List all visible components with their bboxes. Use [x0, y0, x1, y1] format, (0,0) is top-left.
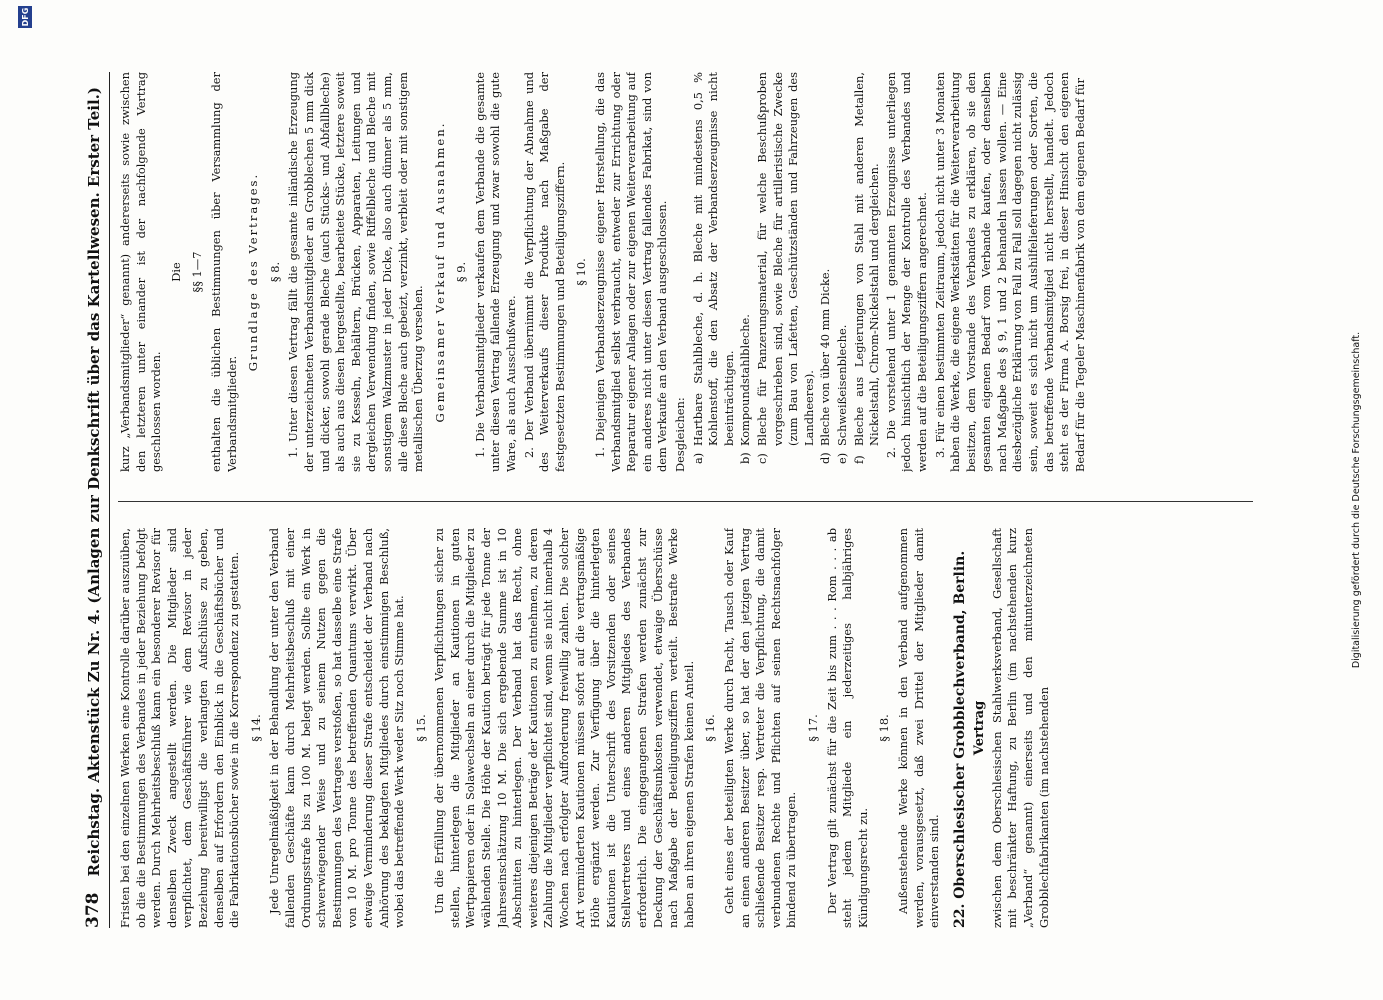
right-intro: kurz „Verbandsmitglieder“ genannt) andererseits sowie zwischen den letzteren unter einander ist der nachfolgende Vertrag geschlossen worden.	[118, 72, 164, 472]
exception-item-label: f)	[851, 455, 866, 464]
exception-item	[691, 72, 738, 472]
left-column	[118, 528, 1253, 928]
footer-text: Digitalisierung gefördert durch die Deutsche Forschungsgemeinschaft.	[1351, 331, 1362, 669]
dfg-logo	[18, 6, 32, 28]
dfg-logo-text: DFG	[20, 7, 30, 27]
section-10-heading: § 10.	[574, 258, 589, 286]
section-15-heading: § 15.	[413, 714, 428, 742]
section-9-text-2: 2. Der Verband übernimmt die Verpflichtung der Abnahme und des Weiterverkaufs dieser Produkte nach Maßgabe der festgesetzten Bestimmungen und Beteiligungsziffern.	[521, 72, 567, 472]
exception-list	[691, 72, 883, 472]
exception-item-label: e)	[834, 452, 849, 464]
section-17-heading: § 17.	[805, 714, 820, 742]
exception-item-text: Schweißeisenbleche.	[834, 324, 849, 446]
exception-item-label: b)	[738, 452, 753, 464]
exception-item	[738, 72, 754, 472]
page-header	[70, 72, 110, 928]
section-18-heading: § 18.	[877, 714, 892, 742]
column-divider	[118, 501, 1253, 502]
section-10-text-3: 3. Für einen bestimmten Zeitraum, jedoch nicht unter 3 Monaten haben die Werke, die eigene Werkstätten für die Weiterverarbeitung besitzen, dem Vorstande des Verbandes zu erklären, ob sie den gesamten eigenen Bedarf vom Verbande kaufen, oder denselben nach Maßgabe des § 9, 1 und 2 behandeln lassen wollen. — Eine diesbezügliche Erklärung von Fall zu Fall soll dagegen nicht zulässig sein, soweit es sich nicht um Aushilfelieferungen oder Sorten, die das betreffende Verbandsmitglied nicht herstellt, handelt. Jedoch steht es der Firma A. Borsig frei, in dieser Hinsicht den eigenen Bedarf für die Tegeler Maschinenfabrik von dem eigenen Bedarf für	[932, 72, 1087, 472]
exception-item-label: d)	[818, 452, 833, 464]
digitization-footer	[1351, 0, 1362, 1000]
document-22-heading: 22. Oberschlesischer Grobblechverband, Berlin.	[951, 550, 968, 928]
section-10-text-2: 2. Die vorstehend unter 1 genannten Erzeugnisse unterliegen jedoch hinsichtlich der Menge der Kontrolle des Verbandes und werden auf die Beteiligungsziffern angerechnet.	[883, 72, 929, 472]
exception-item	[835, 72, 851, 472]
section-14-text: Jede Unregelmäßigkeit in der Behandlung der unter den Verband fallenden Geschäfte kann durch Mehrheitsbeschluß mit einer Ordnungsstrafe bis zu 100 M. belegt werden. Sollte ein Werk in schwerwiegender Weise und zu seinem Nutzen gegen die Bestimmungen des Vertrages verstoßen, so hat dasselbe eine Strafe von 10 M. pro Tonne des betreffenden Quantums verwirkt. Über etwaige Verminderung dieser Strafe entscheidet der Verband nach Anhörung des beklagten Mitgliedes durch einstimmigen Beschluß, wobei das betreffende Werk weder Sitz noch Stimme hat.	[267, 528, 407, 928]
section-9-text-1: 1. Die Verbandsmitglieder verkaufen dem Verbande die gesamte unter diesen Vertrag fallende Erzeugung und zwar sowohl die gute Ware, als auch Ausschußware.	[472, 72, 519, 472]
intro-paragraph: Fristen bei den einzelnen Werken eine Kontrolle darüber auszuüben, ob die die Bestimmungen des Verbandes in jeder Beziehung befolgt werden. Durch Mehrheitsbeschluß kann ein besonderer Revisor für denselben Zweck angestellt werden. Die Mitglieder sind verpflichtet, dem Geschäftsführer wie dem Revisor in jeder Beziehung bereitwilligst die verlangten Aufschlüsse zu geben, denselben auf Erfordern den Einblick in die Geschäftsbücher und die Fabrikationsbücher sowie in die Korrespondenz zu gestatten.	[118, 528, 242, 928]
vertrag-title: Vertrag	[972, 700, 988, 756]
section-18-text: Außenstehende Werke können in den Verband aufgenommen werden, vorausgesetzt, daß zwei Drittel der Mitglieder damit einverstanden sind.	[895, 528, 942, 928]
section-10-text: 1. Diejenigen Verbandserzeugnisse eigener Herstellung, die das Verbandsmitglied selbst verbraucht, entweder zur Errichtung oder Reparatur eigener Anlagen oder zur eigenen Weiterverarbeitung auf ein anderes nicht unter diesen Vertrag fallendes Fabrikat, sind von dem Verkaufe an den Verband ausgeschlossen.	[593, 72, 670, 472]
page-number: 378	[83, 892, 103, 928]
exception-item	[852, 72, 883, 472]
exception-item-text: Hartbare Stahlbleche, d. h. Bleche mit mindestens 0,5 % Kohlenstoff, die den Absatz der Verbandserzeugnisse nicht beeinträchtigen.	[690, 72, 736, 446]
section-1-7-text: enthalten die üblichen Bestimmungen über Versammlung der Verbandsmitglieder.	[208, 72, 239, 472]
section-15-text: Um die Erfüllung der übernommenen Verpflichtungen sicher zu stellen, hinterlegen die Mitglieder an Kautionen in guten Wertpapieren oder in Solawechseln an einer durch die Mitglieder zu wählenden Stelle. Die Höhe der Kaution beträgt für jede Tonne der Jahreseinschätzung 10 M. Die sich ergebende Summe ist in 10 Abschnitten zu hinterlegen. Der Verband hat das Recht, ohne weiteres diejenigen Beträge der Kautionen zu entnehmen, zu deren Zahlung die Mitglieder verpflichtet sind, wenn sie nicht innerhalb 4 Wochen nach erfolgter Aufforderung freiwillig zahlen. Die solcher Art verminderten Kautionen müssen sofort auf die vertragsmäßige Höhe ergänzt werden. Zur Verfügung über die hinterlegten Kautionen ist die Unterschrift des Vorsitzenden oder seines Stellvertreters und eines anderen Mitgliedes des Verbandes erforderlich. Die eingegangenen Strafen werden zunächst zur Deckung der Geschäftsunkosten verwendet, etwaige Überschüsse nach Maßgabe der Beteiligungsziffern verteilt. Bestrafte Werke haben an ihren eigenen Strafen keinen Anteil.	[432, 528, 696, 928]
exception-item	[818, 72, 834, 472]
exception-item-label: a)	[690, 452, 705, 464]
section-14-heading: § 14.	[248, 714, 263, 742]
section-1-7-heading: §§ 1—7	[190, 251, 205, 293]
grundlage-heading: Grundlage des Vertrages.	[246, 172, 261, 372]
exception-item-text: Bleche von über 40 mm Dicke.	[818, 268, 833, 446]
exception-item-text: Bleche aus Legierungen von Stahl mit anderen Metallen, Nickelstahl, Chrom-Nickelstahl und dergleichen.	[851, 72, 882, 446]
exception-item-text: Bleche für Panzerungsmaterial, für welche Beschußproben vorgeschrieben sind, sowie Bleche für artilleristische Zwecke (zum Bau von Lafetten, Geschützständen und Fahrzeugen des Landheeres).	[754, 72, 816, 446]
section-17-text: Der Vertrag gilt zunächst für die Zeit bis zum . . . Rom . . . ab steht jedem Mitgliede ein jederzeitiges halbjähriges Kündigungsrecht zu.	[824, 528, 870, 928]
verkauf-heading: Gemeinsamer Verkauf und Ausnahmen.	[432, 121, 447, 423]
section-8-heading: § 8.	[267, 261, 282, 283]
right-column	[118, 72, 1253, 472]
exception-item-label: c)	[754, 453, 769, 464]
section-9-heading: § 9.	[454, 261, 469, 283]
die-word: Die	[168, 262, 183, 282]
desgleichen-label: Desgleichen:	[673, 397, 687, 472]
header-title: Reichstag. Aktenstück Zu Nr. 4. (Anlagen zur Denkschrift über das Kartellwesen. Erster Teil.)	[85, 87, 103, 877]
section-8-text: 1. Unter diesen Vertrag fällt die gesamte inländische Erzeugung der unterzeichneten Verbandsmitglieder an Grobblechen 5 mm dick und dicker, sowohl gerade Bleche (auch Stücks- und Abfallbleche) als auch aus diesen hergestellte, bearbeitete Stücke, letztere soweit sie zu Kesseln, Behältern, Brücken, Apparaten, Leitungen und dergleichen Verwendung finden, sowie Riffelbleche und Bleche mit sonstigem Walzmuster in jeder Dicke, also auch dünner als 5 mm, alle diese Bleche auch gebeizt, verzinkt, verbleit oder mit sonstigem metallischen Überzug versehen.	[286, 72, 426, 472]
exception-item	[755, 72, 817, 472]
section-16-text: Geht eines der beteiligten Werke durch Pacht, Tausch oder Kauf an einen anderen Besitzer über, so hat der den jetzigen Vertrag schließende Besitzer resp. Vertreter die Verpflichtung, die damit verbundenen Rechte und Pflichten auf seinen Rechtsnachfolger bindend zu übertragen.	[721, 528, 799, 928]
exception-item-text: Kompoundstahlbleche.	[738, 314, 753, 446]
vertrag-text: zwischen dem Oberschlesischen Stahlwerksverband, Gesellschaft mit beschränkter Haftung, zu Berlin (im nachstehenden kurz „Verband“ genannt) einerseits und den mitunterzeichneten Grobblechfabrikanten (im nachstehenden	[989, 528, 1051, 928]
section-16-heading: § 16.	[703, 714, 718, 742]
